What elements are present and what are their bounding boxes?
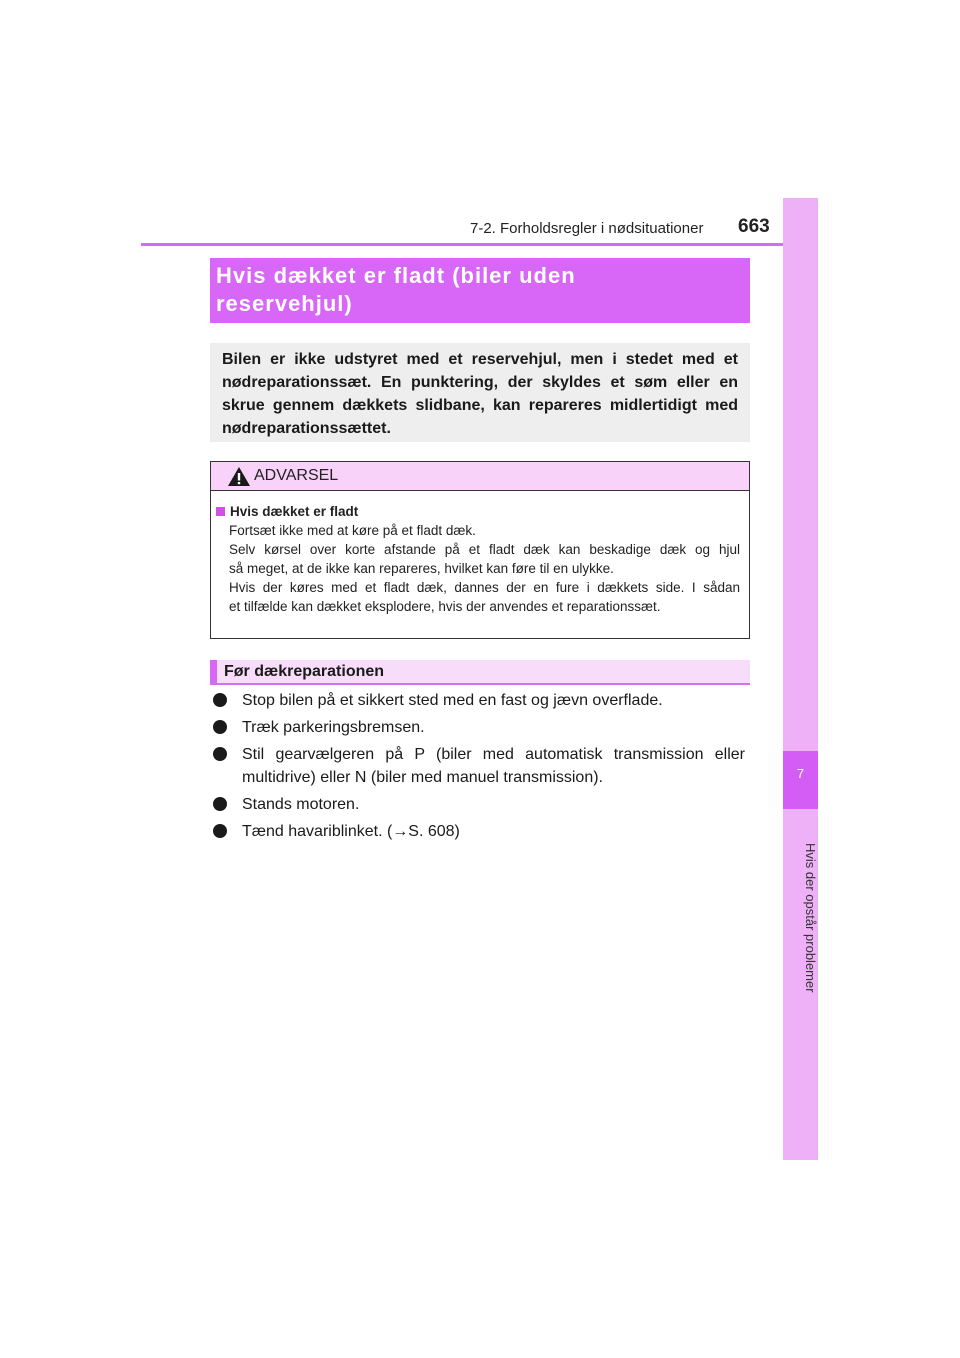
warning-box [210, 461, 750, 639]
list-item-line: Stop bilen på et sikkert sted med en fast og jævn overflade. [242, 692, 663, 709]
intro-line: skrue gennem dækkets slidbane, kan repareres midlertidigt med [222, 397, 738, 414]
list-item [213, 689, 745, 712]
chapter-title [783, 818, 818, 1018]
list-item [213, 743, 745, 789]
warning-line: Fortsæt ikke med at køre på et fladt dæk. [229, 523, 476, 538]
page-number: 663 [738, 216, 770, 237]
list-item-text [242, 743, 745, 789]
bullet-dot-icon [213, 693, 227, 707]
warning-text [216, 521, 740, 616]
chapter-title-text: Hvis der opstår problemer [803, 843, 818, 993]
list-item [213, 820, 745, 843]
warning-body [216, 502, 740, 616]
subsection-accent-bar [210, 660, 217, 683]
warning-triangle-icon [227, 466, 251, 487]
list-item-line: Stands motoren. [242, 796, 360, 813]
warning-subhead-text: Hvis dækket er fladt [230, 504, 359, 519]
list-item-line: Tænd havariblinket. (→S. 608) [242, 823, 460, 840]
section-title-line: Hvis dækket er fladt (biler uden [216, 263, 576, 288]
list-item-text [242, 820, 745, 843]
intro-box [210, 343, 750, 442]
warning-line: Selv kørsel over korte afstande på et fladt dæk kan beskadige dæk og hjul [229, 542, 740, 557]
warning-title: ADVARSEL [254, 467, 339, 484]
list-item-text [242, 716, 745, 739]
list-item [213, 716, 745, 739]
warning-header [211, 462, 749, 491]
warning-subhead [216, 502, 740, 521]
warning-line: et tilfælde kan dækket eksplodere, hvis der anvendes et reparationssæt. [229, 599, 661, 614]
warning-line: Hvis der køres med et fladt dæk, dannes der en fure i dækkets side. I sådan [229, 580, 740, 595]
list-item-line: Stil gearvælgeren på P (biler med automatisk transmission eller [242, 746, 745, 763]
bullet-dot-icon [213, 797, 227, 811]
subsection-header [210, 660, 750, 685]
list-item-line: Træk parkeringsbremsen. [242, 719, 425, 736]
square-bullet-icon [216, 507, 225, 516]
chapter-number: 7 [796, 766, 805, 781]
bullet-list [213, 689, 745, 847]
bullet-dot-icon [213, 747, 227, 761]
header-divider [141, 243, 818, 246]
list-item-line: multidrive) eller N (biler med manuel transmission). [242, 769, 603, 786]
intro-line: nødreparationssæt. En punktering, der skyldes et søm eller en [222, 374, 738, 391]
section-title [210, 258, 750, 323]
bullet-dot-icon [213, 720, 227, 734]
intro-line: Bilen er ikke udstyret med et reservehjul, men i stedet med et [222, 351, 738, 368]
list-item-text [242, 793, 745, 816]
running-header: 7-2. Forholdsregler i nødsituationer [470, 220, 704, 237]
list-item [213, 793, 745, 816]
warning-line: så meget, at de ikke kan repareres, hvilket kan føre til en ulykke. [229, 561, 614, 576]
subsection-title: Før dækreparationen [224, 663, 385, 680]
bullet-dot-icon [213, 824, 227, 838]
list-item-text [242, 689, 745, 712]
section-title-line: reservehjul) [216, 291, 353, 316]
intro-line: nødreparationssættet. [222, 420, 391, 437]
